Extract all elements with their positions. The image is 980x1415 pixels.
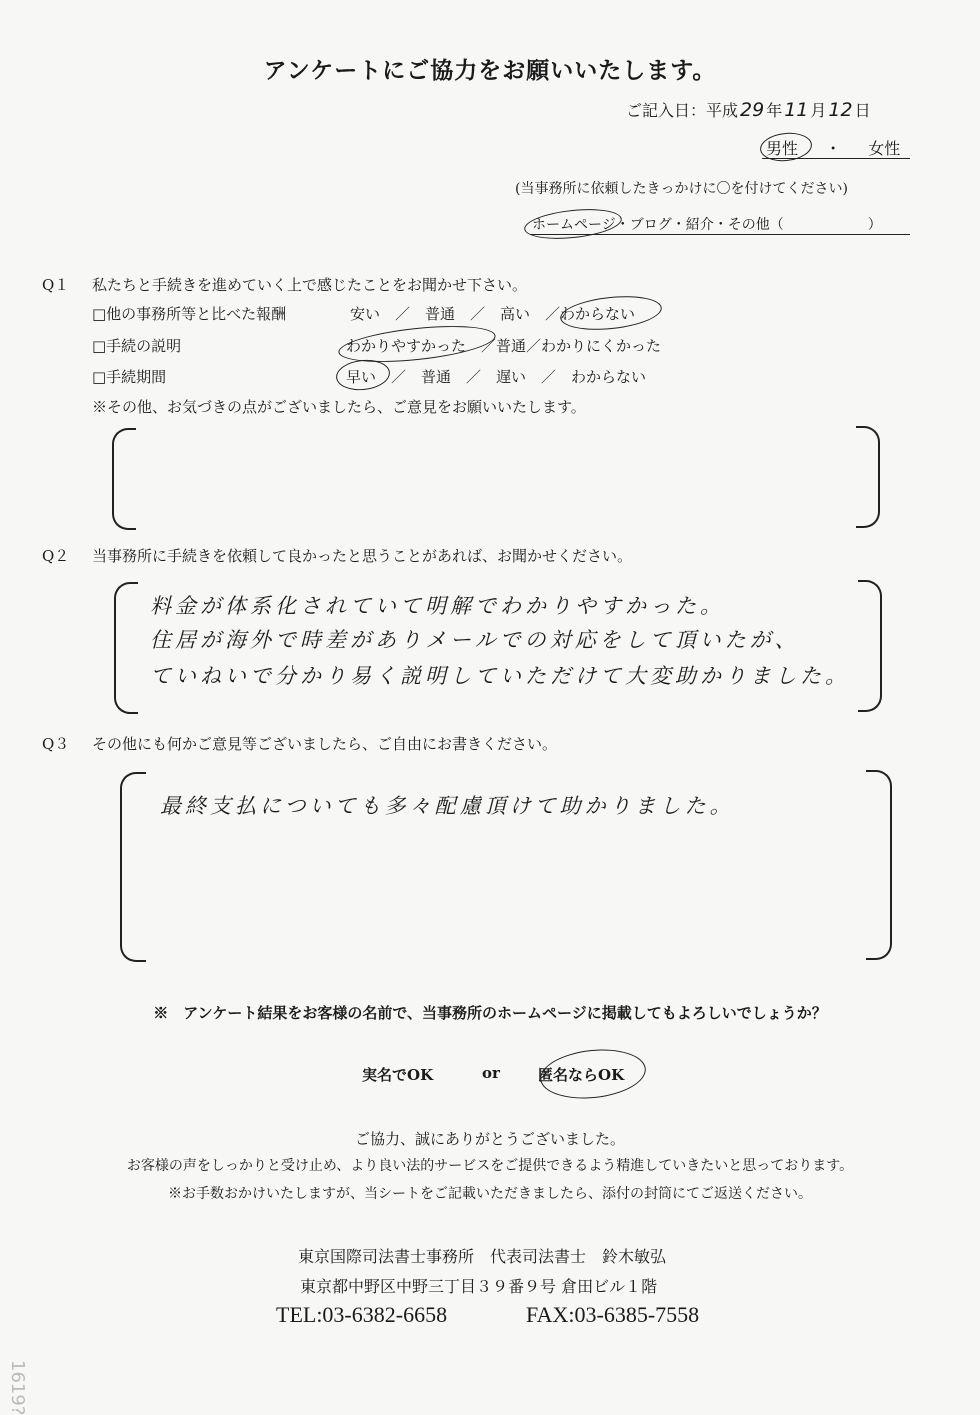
gender-separator: ・ (825, 139, 842, 158)
q1-item-explanation[interactable]: □手続の説明 (92, 337, 182, 355)
consent-real-name-option[interactable]: 実名でOK (362, 1066, 434, 1084)
gender-female-option[interactable]: 女性 (868, 139, 901, 158)
gender-underline (762, 158, 910, 159)
q1-question: 私たちと手続きを進めていく上で感じたことをお聞かせ下さい。 (92, 276, 528, 294)
date-day-unit: 日 (854, 101, 871, 120)
consent-question: ※ アンケート結果をお客様の名前で、当事務所のホームページに掲載してもよろしいでしょうか？ (153, 1004, 827, 1022)
q1-comment-bracket-left (112, 428, 136, 530)
q1-comment-bracket-right (856, 426, 880, 528)
faded-stamp-number: 1619? (7, 1360, 28, 1415)
office-fax: FAX:03-6385-7558 (526, 1302, 700, 1327)
q2-answer-bracket-left (114, 582, 138, 714)
date-label: ご記入日：平成 (626, 101, 739, 120)
consent-anonymous-option[interactable]: 匿名ならOK (538, 1066, 625, 1084)
date-month[interactable]: 11 (784, 99, 809, 121)
consent-anonymous-circle (538, 1045, 648, 1104)
q1-label: Q１ (42, 276, 70, 294)
trigger-instruction: (当事務所に依頼したきっかけに〇を付けてください) (515, 181, 848, 197)
entry-date (626, 98, 871, 121)
trigger-homepage-circle (523, 205, 623, 243)
gender-male-option[interactable]: 男性 (766, 139, 799, 158)
q2-answer-line-1: 料金が体系化されていて明解でわかりやすかった。 (150, 594, 725, 618)
message-text: お客様の声をしっかりと受け止め、より良い法的サービスをご提供できるよう精進していきたいと思っております。 (126, 1158, 854, 1174)
q2-question: 当事務所に手続きを依頼して良かったと思うことがあれば、お聞かせください。 (92, 547, 633, 565)
office-address: 東京都中野区中野三丁目３９番９号 倉田ビル１階 (300, 1277, 658, 1296)
q1-note: ※その他、お気づきの点がございましたら、ご意見をお願いいたします。 (92, 398, 586, 416)
consent-or-label: or (482, 1064, 500, 1082)
q2-answer-bracket-right (858, 580, 882, 712)
q1-item-duration[interactable]: □手続期間 (92, 368, 167, 386)
q3-question: その他にも何かご意見等ございましたら、ご自由にお書きください。 (92, 735, 558, 753)
page-title: アンケートにご協力をお願いいたします。 (263, 57, 717, 84)
date-day[interactable]: 12 (828, 99, 853, 121)
trigger-options[interactable]: ホームページ・ブログ・紹介・その他（ ） (532, 217, 882, 233)
q1-item-fee[interactable]: □他の事務所等と比べた報酬 (92, 305, 287, 323)
q2-answer-line-3: ていねいで分かり易く説明していただけて大変助かりました。 (150, 664, 850, 688)
return-note: ※お手数おかけいたしますが、当シートをご記載いただきましたら、添付の封筒にてご返送ください。 (168, 1186, 812, 1202)
q1-duration-options[interactable]: 早い ／ 普通 ／ 遅い ／ わからない (346, 368, 647, 386)
q2-answer-line-2: 住居が海外で時差がありメールでの対応をして頂いたが、 (150, 628, 800, 652)
trigger-underline (530, 234, 910, 235)
q3-label: Q３ (42, 735, 70, 753)
date-year[interactable]: 29 (740, 99, 765, 121)
q1-duration-circle (335, 357, 392, 392)
q1-fee-circle (559, 292, 664, 334)
office-name: 東京国際司法書士事務所 代表司法書士 鈴木敏弘 (298, 1247, 667, 1266)
q1-explanation-options[interactable]: わかりやすかった ／普通／わかりにくかった (346, 337, 662, 355)
q3-answer-bracket-left (120, 772, 146, 962)
q3-answer-bracket-right (866, 770, 892, 960)
date-year-unit: 年 (766, 101, 783, 120)
thanks-text: ご協力、誠にありがとうございました。 (354, 1130, 625, 1148)
q2-label: Q２ (42, 547, 70, 565)
office-tel: TEL:03-6382-6658 (276, 1302, 448, 1327)
q1-fee-options[interactable]: 安い ／ 普通 ／ 高い ／わからない (350, 305, 636, 323)
date-month-unit: 月 (810, 101, 827, 120)
q3-answer-line-1: 最終支払についても多々配慮頂けて助かりました。 (160, 794, 735, 818)
